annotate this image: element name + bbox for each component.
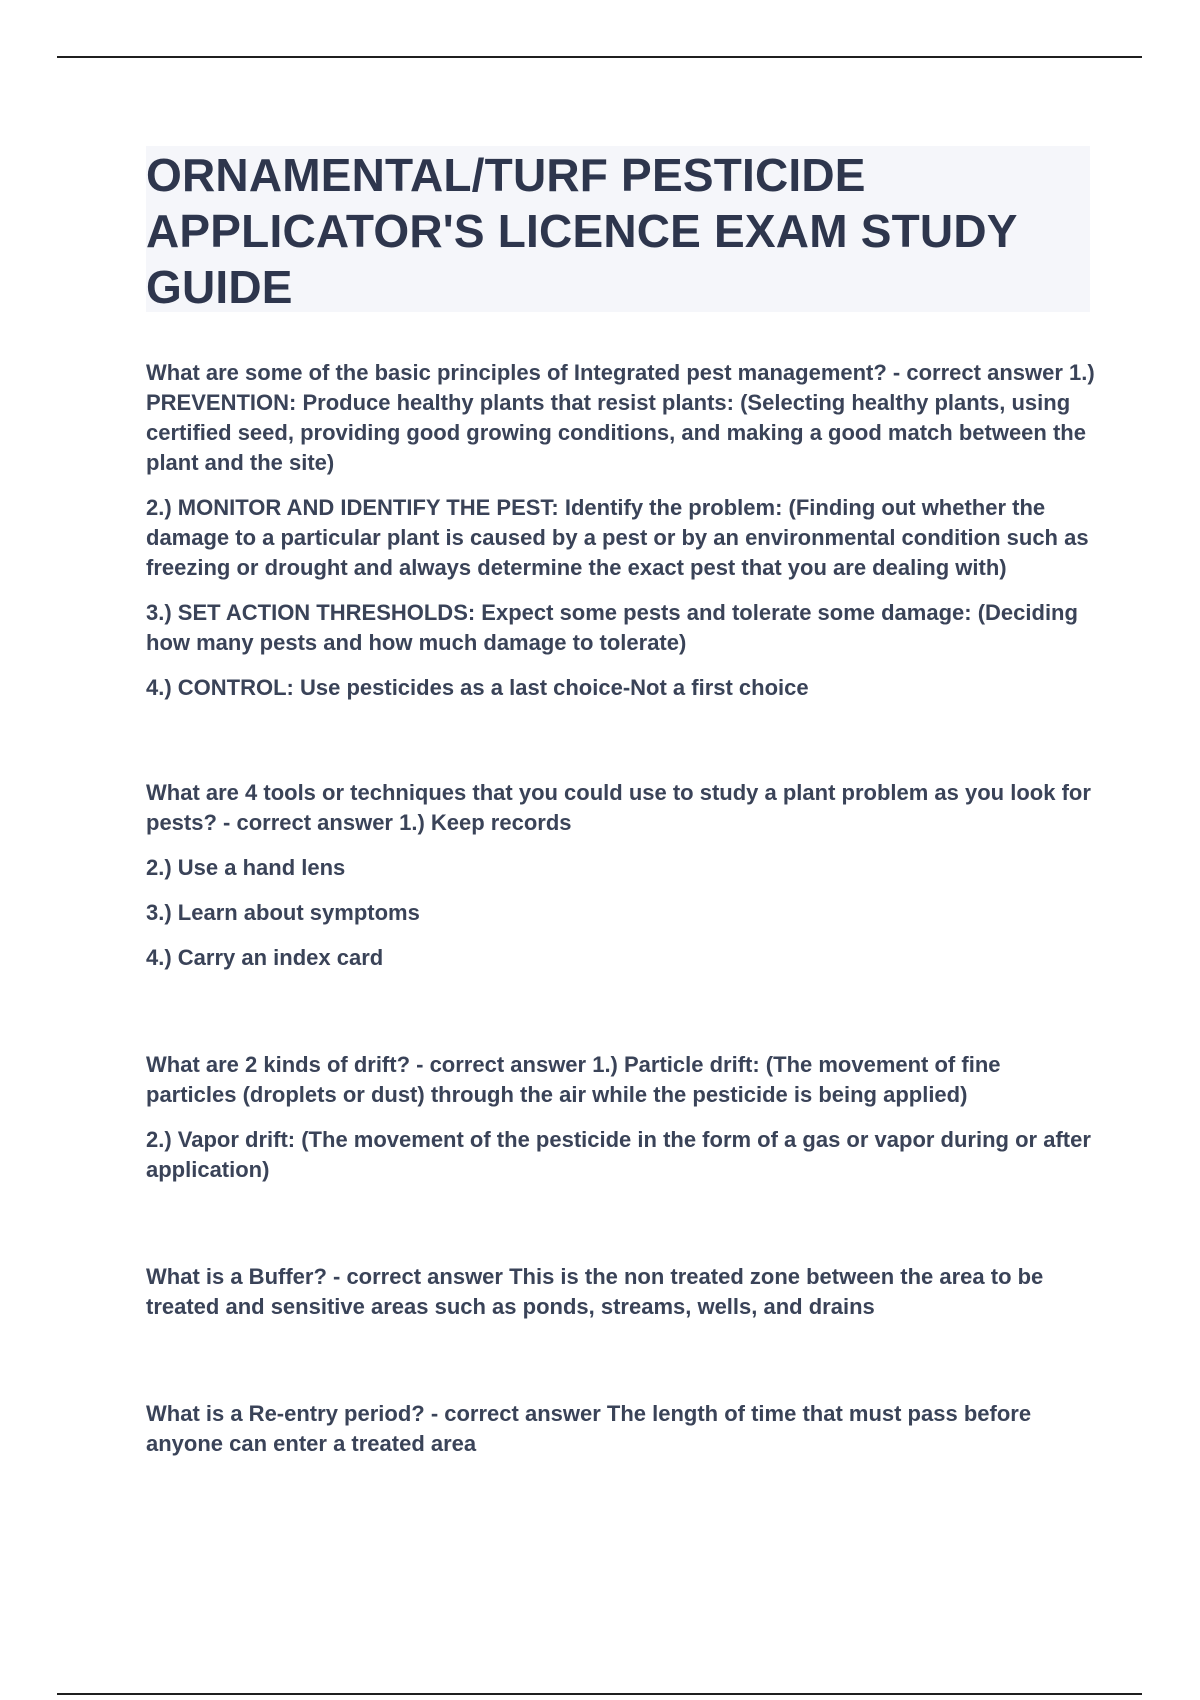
section-spacer	[146, 1200, 1096, 1262]
section-spacer	[146, 988, 1096, 1050]
bottom-divider	[57, 1693, 1142, 1695]
qa-entry-drift	[146, 1050, 1096, 1185]
qa-entry-ipm	[146, 358, 1096, 703]
qa-paragraph: 4.) Carry an index card	[146, 945, 384, 970]
section-spacer	[146, 1337, 1096, 1399]
study-guide-content	[146, 358, 1096, 1474]
qa-entry-reentry	[146, 1399, 1096, 1459]
qa-paragraph: 3.) SET ACTION THRESHOLDS: Expect some pests and tolerate some damage: (Deciding how many pests and how much damage to tolerate)	[146, 600, 1078, 655]
document-title: ORNAMENTAL/TURF PESTICIDE APPLICATOR'S LICENCE EXAM STUDY GUIDE	[146, 149, 1017, 313]
qa-paragraph: What is a Buffer? - correct answer This is the non treated zone between the area to be treated and sensitive areas such as ponds, streams, wells, and drains	[146, 1264, 1044, 1319]
qa-paragraph: What are some of the basic principles of Integrated pest management? - correct answer 1.) PREVENTION: Produce healthy plants that resist plants: (Selecting healthy plants, using certified seed, providing good growing conditions, and making a good match between the plant and the site)	[146, 360, 1095, 475]
qa-paragraph: What are 4 tools or techniques that you could use to study a plant problem as you look for pests? - correct answer 1.) Keep records	[146, 780, 1091, 835]
qa-paragraph: What are 2 kinds of drift? - correct answer 1.) Particle drift: (The movement of fine particles (droplets or dust) through the air while the pesticide is being applied)	[146, 1052, 1001, 1107]
top-divider	[57, 56, 1142, 58]
qa-paragraph: 2.) MONITOR AND IDENTIFY THE PEST: Identify the problem: (Finding out whether the damage to a particular plant is caused by a pest or by an environmental condition such as freezing or drought and always determine the exact pest that you are dealing with)	[146, 495, 1089, 580]
qa-paragraph: 4.) CONTROL: Use pesticides as a last choice-Not a first choice	[146, 675, 809, 700]
title-block	[146, 146, 1090, 312]
qa-paragraph: 2.) Use a hand lens	[146, 855, 346, 880]
qa-paragraph: What is a Re-entry period? - correct answer The length of time that must pass before anyone can enter a treated area	[146, 1401, 1032, 1456]
qa-paragraph: 3.) Learn about symptoms	[146, 900, 420, 925]
section-spacer	[146, 718, 1096, 778]
qa-paragraph: 2.) Vapor drift: (The movement of the pesticide in the form of a gas or vapor during or after application)	[146, 1127, 1091, 1182]
qa-entry-tools	[146, 778, 1096, 973]
qa-entry-buffer	[146, 1262, 1096, 1322]
